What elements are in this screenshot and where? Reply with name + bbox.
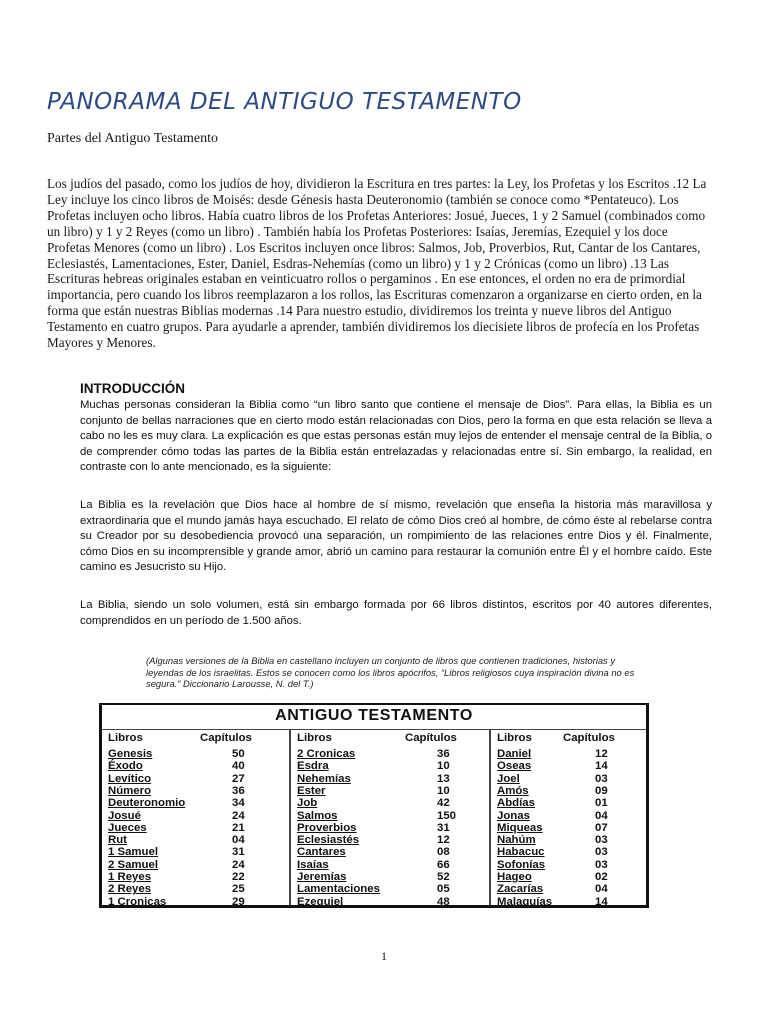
- section-subtitle: Partes del Antiguo Testamento: [47, 131, 219, 146]
- table-row: [491, 834, 646, 846]
- table-header-row: [291, 732, 489, 744]
- intro-paragraph-1: Muchas personas consideran la Biblia como “un libro santo que contiene el mensaje de Dios”. Para ellas, la Biblia es un conjunto de bellas narraciones que en cierto modo están relacionadas con Dios, pero la forma en que esta relación se lleva a cabo no les es muy clara. La explicación es que estas personas están muy lejos de entender el mensaje central de la Biblia, o de comprender cómo todas las partes de la Biblia están entrelazadas y relacionadas entre sí. Sin embargo, la realidad, en contraste con lo ante mencionado, es la siguiente:: [80, 399, 712, 474]
- chapter-count: 22: [232, 871, 245, 883]
- book-name: Joel: [497, 772, 520, 785]
- book-name: Jueces: [108, 821, 147, 834]
- chapter-count: 14: [595, 895, 608, 908]
- chapter-count: 12: [595, 748, 608, 760]
- book-name: Amós: [497, 784, 529, 797]
- table-row: [102, 810, 289, 822]
- chapter-count: 150: [437, 809, 457, 822]
- book-name: Nehemías: [297, 772, 351, 785]
- chapter-count: 66: [437, 858, 450, 871]
- chapter-count: 34: [232, 797, 245, 810]
- table-row: [491, 773, 646, 785]
- book-name: Isaías: [297, 858, 329, 871]
- table-row: [291, 797, 489, 809]
- translator-note: (Algunas versiones de la Biblia en castellano incluyen un conjunto de libros que contienen tradiciones, historias y leyendas de los israelitas. Estos se conocen como los libros apócrifos, “Libros religiosos cuya inspiración divina no es segura.” Diccionario Larousse, N. del T.): [146, 655, 635, 690]
- book-name: Job: [297, 797, 318, 810]
- page-number: 1: [381, 949, 387, 963]
- table-row: [102, 760, 289, 772]
- table-row: [491, 846, 646, 858]
- book-name: Sofonías: [497, 858, 546, 871]
- table-row: [291, 810, 489, 822]
- header-books: Libros: [297, 732, 332, 744]
- chapter-count: 07: [595, 821, 608, 834]
- chapter-count: 02: [595, 871, 608, 883]
- table-column-3: [491, 729, 646, 906]
- book-name: Ezequiel: [297, 895, 344, 908]
- book-name: 2 Cronicas: [297, 748, 356, 760]
- chapter-count: 03: [595, 772, 608, 785]
- table-row: [102, 834, 289, 846]
- header-chapters: Capítulos: [563, 732, 615, 744]
- book-name: 1 Reyes: [108, 871, 152, 883]
- table-row: [491, 871, 646, 883]
- header-chapters: Capítulos: [405, 732, 457, 744]
- table-row: [102, 859, 289, 871]
- chapter-count: 04: [595, 809, 608, 822]
- header-chapters: Capítulos: [200, 732, 252, 744]
- chapter-count: 10: [437, 760, 450, 773]
- table-row: [291, 883, 489, 895]
- chapter-count: 03: [595, 834, 608, 847]
- book-name: 1 Cronicas: [108, 895, 167, 908]
- book-name: Zacarías: [497, 883, 544, 896]
- book-name: Levítico: [108, 772, 152, 785]
- table-column-2: [291, 729, 489, 906]
- chapter-count: 50: [232, 748, 245, 760]
- table-row: [102, 896, 289, 908]
- table-row: [491, 883, 646, 895]
- chapter-count: 13: [437, 772, 450, 785]
- chapter-count: 04: [232, 834, 245, 847]
- table-row: [491, 822, 646, 834]
- table-row: [291, 748, 489, 760]
- book-name: Oseas: [497, 760, 532, 773]
- table-row: [102, 785, 289, 797]
- body-paragraph: Los judíos del pasado, como los judíos de hoy, dividieron la Escritura en tres partes: la Ley, los Profetas y los Escritos .12 La Ley incluye los cinco libros de Moisés: desde Génesis hasta Deuteronomio (también se conoce como *Pentateuco). Los Profetas incluyen ocho libros. Había cuatro libros de los Profetas Anteriores: Josué, Jueces, 1 y 2 Samuel (combinados como un libro) y 1 y 2 Reyes (como un libro) . También había los Profetas Posteriores: Isaías, Jeremías, Ezequiel y los doce Profetas Menores (como un libro) . Los Escritos incluyen once libros: Salmos, Job, Proverbios, Rut, Cantar de los Cantares, Eclesiastés, Lamentaciones, Ester, Daniel, Esdras-Nehemías (como un libro) y 1 y 2 Crónicas (como un libro) .13 Las Escrituras hebreas originales estaban en veinticuatro rollos o pergaminos . En ese entonces, el orden no era de primordial importancia, pero cuando los libros reemplazaron a los rollos, las Escrituras comenzaron a organizarse en cierto orden, en la forma que están nuestras Biblias modernas .14 Para nuestro estudio, dividiremos los treinta y nueve libros del Antiguo Testamento en cuatro grupos. Para ayudarle a aprender, también dividiremos los diecisiete libros de profecía en los Profetas Mayores y Menores.: [47, 176, 707, 351]
- book-name: Malaquías: [497, 895, 553, 908]
- chapter-count: 01: [595, 797, 608, 810]
- chapter-count: 14: [595, 760, 608, 773]
- table-row: [291, 760, 489, 772]
- book-name: Lamentaciones: [297, 883, 380, 896]
- table-row: [491, 760, 646, 772]
- chapter-count: 52: [437, 871, 450, 883]
- header-books: Libros: [497, 732, 532, 744]
- book-name: Cantares: [297, 846, 346, 859]
- table-row: [291, 785, 489, 797]
- table-row: [291, 859, 489, 871]
- table-row: [491, 896, 646, 908]
- intro-heading: INTRODUCCIÓN: [80, 381, 185, 396]
- table-column-1: [102, 729, 289, 906]
- scanned-excerpt: [66, 368, 720, 912]
- table-title: ANTIGUO TESTAMENTO: [275, 707, 473, 724]
- chapter-count: 09: [595, 784, 608, 797]
- table-row: [102, 883, 289, 895]
- old-testament-table: [99, 703, 649, 908]
- book-name: Josué: [108, 809, 141, 822]
- table-row: [102, 797, 289, 809]
- chapter-count: 08: [437, 846, 450, 859]
- table-row: [102, 748, 289, 760]
- book-name: Ester: [297, 784, 326, 797]
- book-name: Número: [108, 784, 152, 797]
- chapter-count: 36: [232, 784, 245, 797]
- table-row: [491, 797, 646, 809]
- book-name: Proverbios: [297, 821, 357, 834]
- chapter-count: 10: [437, 784, 450, 797]
- table-row: [102, 773, 289, 785]
- chapter-count: 24: [232, 858, 245, 871]
- table-row: [291, 822, 489, 834]
- table-row: [102, 846, 289, 858]
- table-row: [491, 810, 646, 822]
- intro-paragraph-3: La Biblia, siendo un solo volumen, está sin embargo formada por 66 libros distintos, escritos por 40 autores diferentes, comprendidos en un período de 1.500 años.: [80, 599, 712, 627]
- chapter-count: 40: [232, 760, 245, 773]
- table-row: [291, 834, 489, 846]
- book-name: Éxodo: [108, 760, 143, 773]
- book-name: Daniel: [497, 748, 532, 760]
- chapter-count: 03: [595, 858, 608, 871]
- table-row: [102, 822, 289, 834]
- table-row: [291, 896, 489, 908]
- header-books: Libros: [108, 732, 143, 744]
- book-name: Genesis: [108, 748, 153, 760]
- chapter-count: 12: [437, 834, 450, 847]
- book-name: Hageo: [497, 871, 532, 883]
- chapter-count: 42: [437, 797, 450, 810]
- book-name: Salmos: [297, 809, 338, 822]
- table-row: [291, 846, 489, 858]
- page-title: PANORAMA DEL ANTIGUO TESTAMENTO: [47, 89, 522, 116]
- table-row: [491, 859, 646, 871]
- book-name: Eclesiastés: [297, 834, 360, 847]
- book-name: Rut: [108, 834, 127, 847]
- table-row: [102, 871, 289, 883]
- table-row: [291, 773, 489, 785]
- book-name: Deuteronomio: [108, 797, 186, 810]
- chapter-count: 03: [595, 846, 608, 859]
- table-row: [491, 748, 646, 760]
- table-header-row: [491, 732, 646, 744]
- table-row: [291, 871, 489, 883]
- chapter-count: 31: [232, 846, 245, 859]
- book-name: Habacuc: [497, 846, 545, 859]
- book-name: 2 Samuel: [108, 858, 159, 871]
- chapter-count: 36: [437, 748, 450, 760]
- intro-paragraph-2: La Biblia es la revelación que Dios hace al hombre de sí mismo, revelación que enseña la historia más maravillosa y extraordinaria que el mundo jamás haya escuchado. El relato de cómo Dios creó al hombre, de cómo éste al rebelarse contra su Creador por su desobediencia provocó una separación, un rompimiento de las relaciones entre Dios y él. Finalmente, cómo Dios en su incomprensible y grande amor, abrió un camino para restaurar la comunión entre Él y el hombre caído. Este camino es Jesucristo su Hijo.: [80, 499, 712, 574]
- book-name: Abdías: [497, 797, 535, 810]
- book-name: Jonas: [497, 809, 530, 822]
- chapter-count: 21: [232, 821, 245, 834]
- book-name: Esdra: [297, 760, 329, 773]
- book-name: 2 Reyes: [108, 883, 152, 896]
- table-header-row: [102, 732, 289, 744]
- book-name: 1 Samuel: [108, 846, 159, 859]
- chapter-count: 04: [595, 883, 608, 896]
- table-row: [491, 785, 646, 797]
- book-name: Miqueas: [497, 821, 543, 834]
- chapter-count: 31: [437, 821, 450, 834]
- book-name: Jeremías: [297, 871, 347, 883]
- book-name: Nahúm: [497, 834, 536, 847]
- chapter-count: 27: [232, 772, 245, 785]
- chapter-count: 48: [437, 895, 450, 908]
- chapter-count: 29: [232, 895, 245, 908]
- chapter-count: 05: [437, 883, 450, 896]
- chapter-count: 25: [232, 883, 245, 896]
- chapter-count: 24: [232, 809, 245, 822]
